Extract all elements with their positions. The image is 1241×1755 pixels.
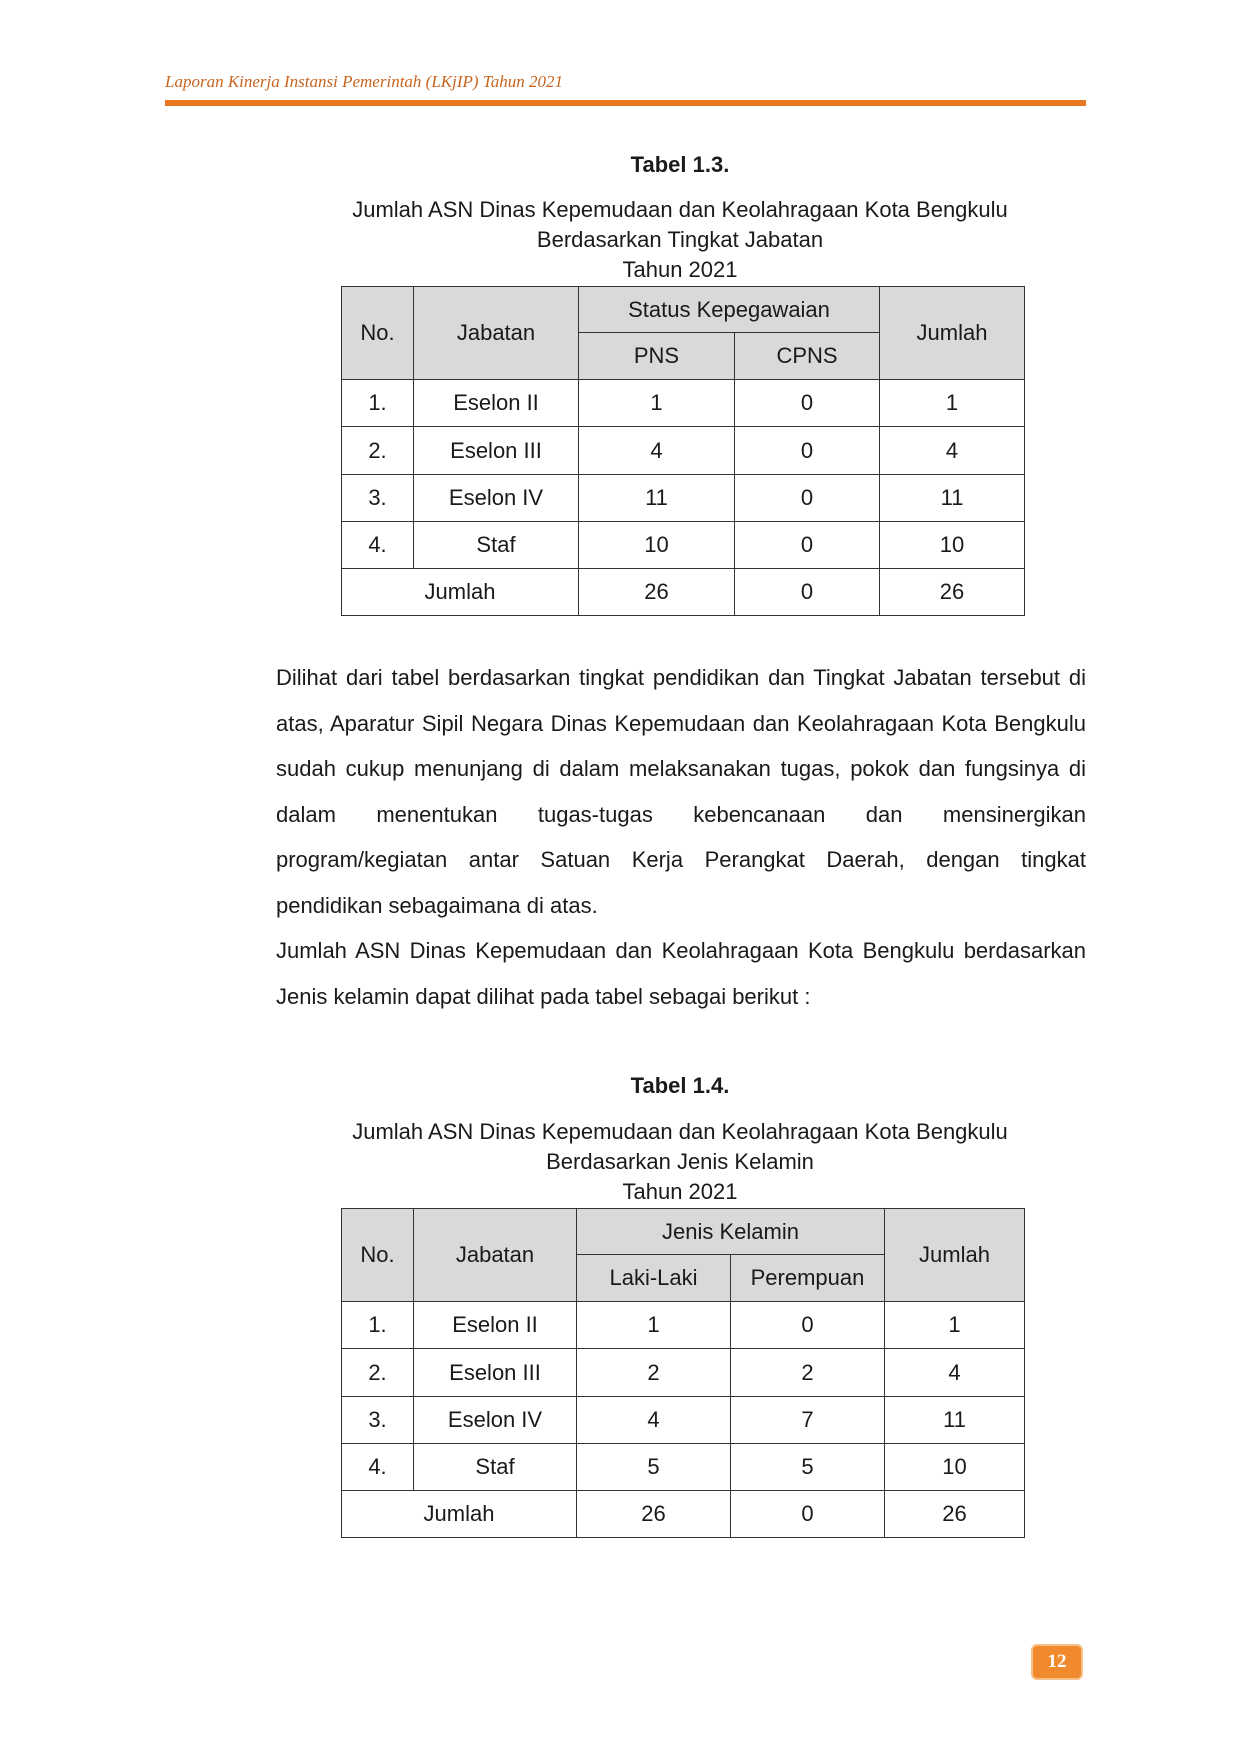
cell-jumlah: 10 — [885, 1444, 1025, 1491]
cell-perempuan: 5 — [731, 1444, 885, 1491]
total-label: Jumlah — [342, 569, 579, 616]
cell-pns: 1 — [579, 380, 735, 427]
total-jumlah: 26 — [885, 1491, 1025, 1538]
cell-jumlah: 4 — [880, 427, 1025, 475]
cell-no: 4. — [342, 522, 414, 569]
paragraph: Dilihat dari tabel berdasarkan tingkat pendidikan dan Tingkat Jabatan tersebut di atas, Aparatur Sipil Negara Dinas Kepemudaan dan Keolahragaan Kota Bengkulu sudah cukup menunjang di dalam melaksanakan tugas, pokok dan fungsinya di dalam menentukan tugas-tugas kebencanaan dan mensinergikan program/kegiatan antar Satuan Kerja Perangkat Daerah, dengan tingkat pendidikan sebagaimana di atas. — [276, 665, 1086, 918]
header-jabatan: Jabatan — [414, 1209, 577, 1302]
table1-caption-line: Berdasarkan Tingkat Jabatan — [536, 227, 824, 252]
table-row — [342, 1302, 1025, 1349]
cell-laki-laki: 2 — [577, 1349, 731, 1397]
table-row — [342, 1444, 1025, 1491]
table1-caption — [300, 150, 1060, 285]
table-jenis-kelamin — [341, 1208, 1025, 1538]
cell-jumlah: 1 — [880, 380, 1025, 427]
total-pns: 26 — [579, 569, 735, 616]
cell-cpns: 0 — [735, 522, 880, 569]
header-cpns: CPNS — [735, 333, 880, 380]
cell-jabatan: Eselon II — [414, 380, 579, 427]
table2-caption-line: Jumlah ASN Dinas Kepemudaan dan Keolahragaan Kota Bengkulu — [352, 1119, 1008, 1144]
table2-caption-line: Berdasarkan Jenis Kelamin — [546, 1149, 814, 1174]
table-row — [342, 475, 1025, 522]
cell-cpns: 0 — [735, 380, 880, 427]
table1-caption-line: Jumlah ASN Dinas Kepemudaan dan Keolahragaan Kota Bengkulu — [352, 197, 1008, 222]
cell-pns: 11 — [579, 475, 735, 522]
cell-pns: 10 — [579, 522, 735, 569]
cell-jumlah: 4 — [885, 1349, 1025, 1397]
cell-jumlah: 11 — [885, 1397, 1025, 1444]
table-row — [342, 1397, 1025, 1444]
cell-jabatan: Eselon III — [414, 427, 579, 475]
table2-caption — [300, 1071, 1060, 1207]
cell-laki-laki: 5 — [577, 1444, 731, 1491]
body-text — [276, 655, 1086, 1019]
table-row — [342, 427, 1025, 475]
paragraph: Jumlah ASN Dinas Kepemudaan dan Keolahragaan Kota Bengkulu berdasarkan Jenis kelamin dapat dilihat pada tabel sebagai berikut : — [276, 938, 1086, 1009]
total-laki-laki: 26 — [577, 1491, 731, 1538]
header-status-kepegawaian: Status Kepegawaian — [579, 287, 880, 333]
header-divider — [165, 100, 1086, 106]
total-perempuan: 0 — [731, 1491, 885, 1538]
table-row — [342, 380, 1025, 427]
table-row — [342, 1349, 1025, 1397]
table-total-row — [342, 569, 1025, 616]
cell-jumlah: 10 — [880, 522, 1025, 569]
cell-pns: 4 — [579, 427, 735, 475]
cell-no: 3. — [342, 1397, 414, 1444]
table1-number: Tabel 1.3. — [630, 152, 730, 177]
cell-cpns: 0 — [735, 427, 880, 475]
cell-laki-laki: 4 — [577, 1397, 731, 1444]
cell-no: 2. — [342, 427, 414, 475]
cell-jabatan: Eselon IV — [414, 1397, 577, 1444]
header-perempuan: Perempuan — [731, 1255, 885, 1302]
table-row — [342, 522, 1025, 569]
page-number-badge: 12 — [1031, 1644, 1083, 1680]
cell-no: 4. — [342, 1444, 414, 1491]
cell-perempuan: 7 — [731, 1397, 885, 1444]
cell-no: 1. — [342, 1302, 414, 1349]
cell-no: 2. — [342, 1349, 414, 1397]
cell-jabatan: Eselon III — [414, 1349, 577, 1397]
cell-jabatan: Staf — [414, 522, 579, 569]
header-laki-laki: Laki-Laki — [577, 1255, 731, 1302]
cell-cpns: 0 — [735, 475, 880, 522]
total-label: Jumlah — [342, 1491, 577, 1538]
total-jumlah: 26 — [880, 569, 1025, 616]
cell-jumlah: 11 — [880, 475, 1025, 522]
cell-jabatan: Eselon II — [414, 1302, 577, 1349]
cell-perempuan: 2 — [731, 1349, 885, 1397]
cell-jabatan: Staf — [414, 1444, 577, 1491]
cell-laki-laki: 1 — [577, 1302, 731, 1349]
table2-number: Tabel 1.4. — [630, 1073, 730, 1098]
header-jumlah: Jumlah — [885, 1209, 1025, 1302]
header-jabatan: Jabatan — [414, 287, 579, 380]
table-total-row — [342, 1491, 1025, 1538]
cell-perempuan: 0 — [731, 1302, 885, 1349]
cell-jabatan: Eselon IV — [414, 475, 579, 522]
header-jumlah: Jumlah — [880, 287, 1025, 380]
total-cpns: 0 — [735, 569, 880, 616]
header-no: No. — [342, 287, 414, 380]
header-jenis-kelamin: Jenis Kelamin — [577, 1209, 885, 1255]
table2-caption-line: Tahun 2021 — [622, 1179, 738, 1204]
document-header-title: Laporan Kinerja Instansi Pemerintah (LKjIP) Tahun 2021 — [165, 72, 563, 91]
table1-caption-line: Tahun 2021 — [622, 257, 738, 282]
cell-no: 1. — [342, 380, 414, 427]
cell-jumlah: 1 — [885, 1302, 1025, 1349]
table-jabatan — [341, 286, 1025, 616]
header-no: No. — [342, 1209, 414, 1302]
header-pns: PNS — [579, 333, 735, 380]
cell-no: 3. — [342, 475, 414, 522]
